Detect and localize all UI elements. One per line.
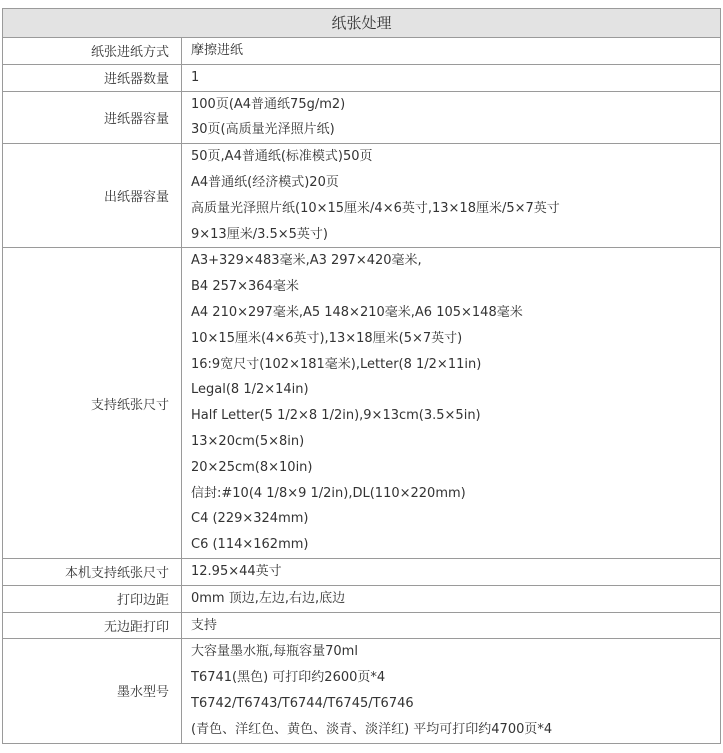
value-line: (青色、洋红色、黄色、淡青、淡洋红) 平均可打印约4700页*4 [191, 721, 553, 737]
table-row [3, 248, 721, 559]
table-row [3, 144, 721, 248]
table-row [3, 558, 721, 585]
value-line: 100页(A4普通纸75g/m2) [191, 96, 346, 112]
row-label: 纸张进纸方式 [3, 38, 182, 65]
row-value [182, 248, 721, 559]
value-line: 高质量光泽照片纸(10×15厘米/4×6英寸,13×18厘米/5×7英寸 [191, 200, 560, 216]
table-row [3, 64, 721, 91]
value-line: 支持 [191, 617, 218, 633]
value-line: 20×25cm(8×10in) [191, 459, 313, 475]
value-line: 16:9宽尺寸(102×181毫米),Letter(8 1/2×11in) [191, 356, 482, 372]
value-line: A4 210×297毫米,A5 148×210毫米,A6 105×148毫米 [191, 304, 523, 320]
row-label: 打印边距 [3, 585, 182, 612]
row-label: 支持纸张尺寸 [3, 248, 182, 559]
row-value [182, 91, 721, 144]
spec-table [2, 37, 721, 744]
row-value [182, 38, 721, 65]
value-line: 信封:#10(4 1/8×9 1/2in),DL(110×220mm) [191, 485, 466, 501]
value-line: T6742/T6743/T6744/T6745/T6746 [191, 695, 414, 711]
row-value [182, 612, 721, 639]
value-line: B4 257×364毫米 [191, 279, 299, 295]
spec-table-body [3, 38, 721, 744]
value-line: 13×20cm(5×8in) [191, 433, 305, 449]
value-line: 0mm 顶边,左边,右边,底边 [191, 590, 346, 606]
row-value [182, 585, 721, 612]
value-line: 摩擦进纸 [191, 43, 244, 58]
row-label: 进纸器容量 [3, 91, 182, 144]
value-line: C4 (229×324mm) [191, 511, 309, 527]
table-row [3, 639, 721, 743]
row-label: 进纸器数量 [3, 64, 182, 91]
value-line: C6 (114×162mm) [191, 537, 309, 553]
value-line: T6741(黑色) 可打印约2600页*4 [191, 670, 386, 686]
value-line: 50页,A4普通纸(标准模式)50页 [191, 149, 373, 165]
value-line: 30页(高质量光泽照片纸) [191, 122, 335, 138]
row-label: 本机支持纸张尺寸 [3, 558, 182, 585]
value-line: 10×15厘米(4×6英寸),13×18厘米(5×7英寸) [191, 330, 463, 346]
row-value [182, 144, 721, 248]
row-value [182, 64, 721, 91]
table-row [3, 585, 721, 612]
value-line: 12.95×44英寸 [191, 563, 282, 579]
table-row [3, 38, 721, 65]
value-line: 大容量墨水瓶,每瓶容量70ml [191, 644, 358, 660]
row-label: 墨水型号 [3, 639, 182, 743]
row-label: 出纸器容量 [3, 144, 182, 248]
value-line: A3+329×483毫米,A3 297×420毫米, [191, 253, 422, 269]
value-line: 1 [191, 69, 200, 85]
row-value [182, 639, 721, 743]
value-line: 9×13厘米/3.5×5英寸) [191, 226, 328, 242]
value-line: A4普通纸(经济模式)20页 [191, 174, 339, 190]
table-row [3, 91, 721, 144]
section-title: 纸张处理 [2, 8, 721, 38]
row-value [182, 558, 721, 585]
value-line: Half Letter(5 1/2×8 1/2in),9×13cm(3.5×5in) [191, 408, 481, 424]
value-line: Legal(8 1/2×14in) [191, 382, 309, 398]
row-label: 无边距打印 [3, 612, 182, 639]
table-row [3, 612, 721, 639]
